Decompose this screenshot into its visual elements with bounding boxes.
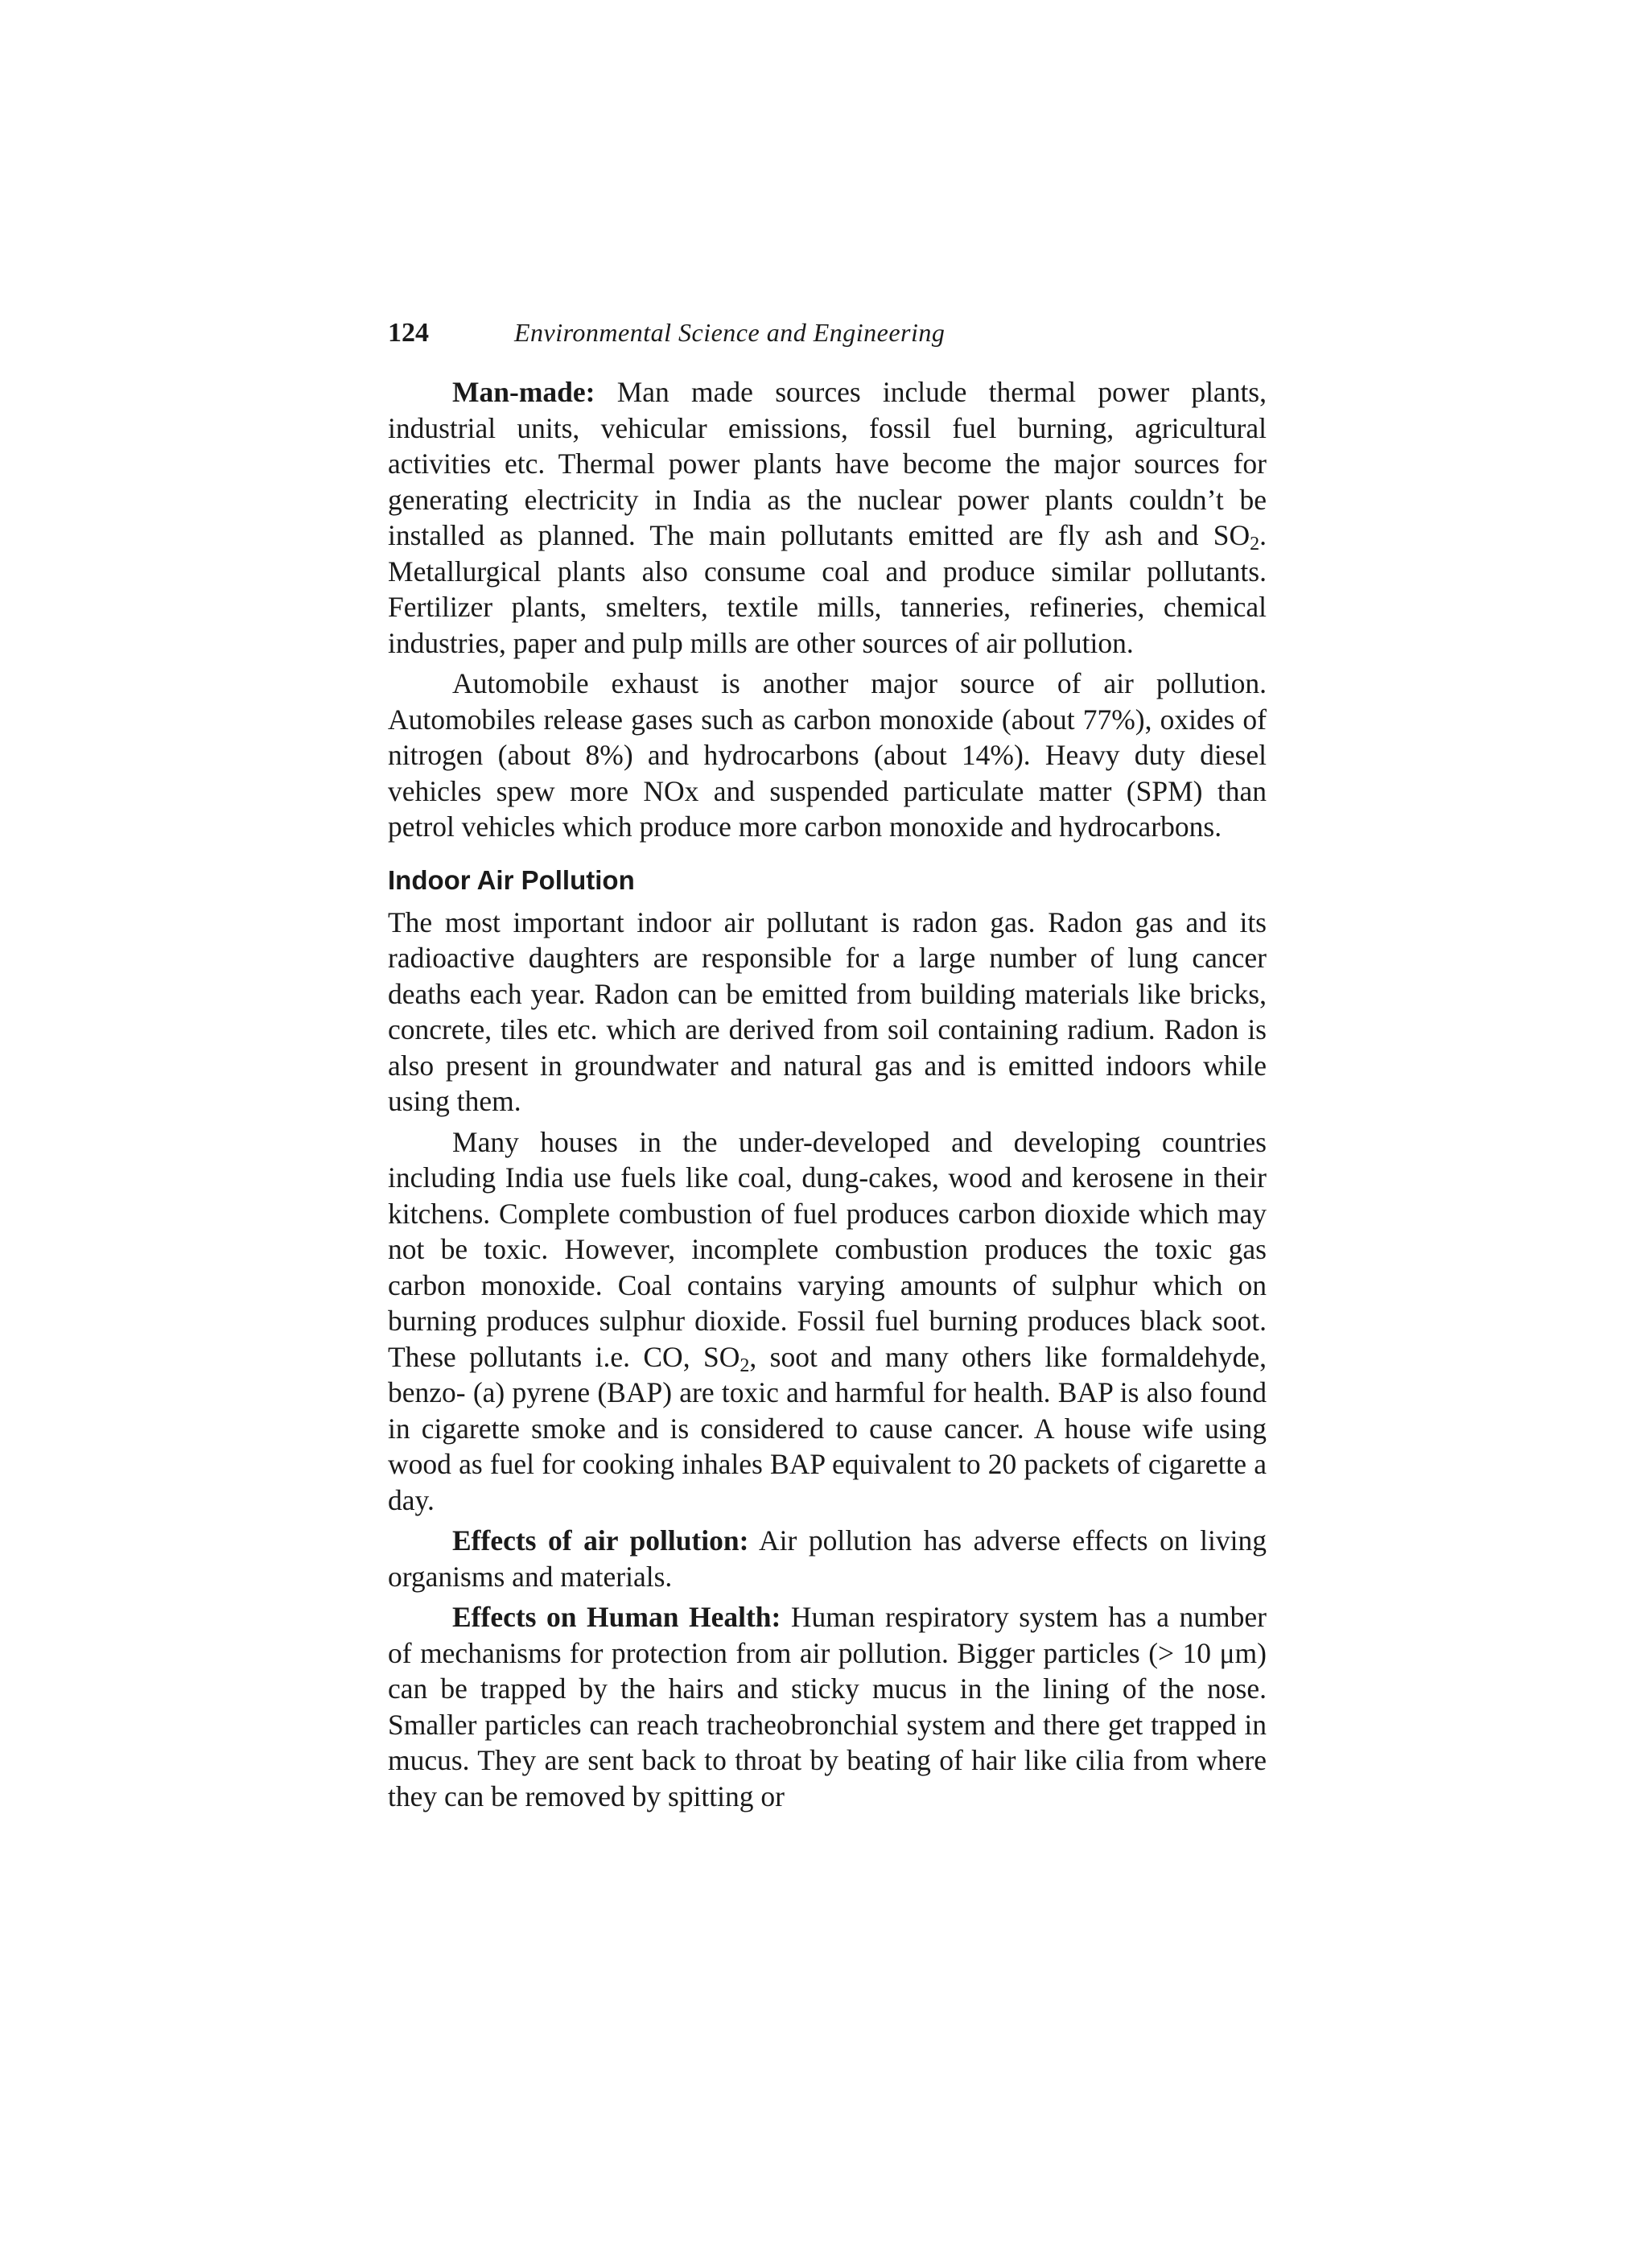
paragraph-houses: [388, 1124, 1267, 1519]
paragraph-effects: [388, 1523, 1267, 1594]
paragraph-radon: The most important indoor air pollutant is radon gas. Radon gas and its radioactive daughters are responsible for a large number of lung cancer deaths each year. Radon can be emitted from building materials like bricks, concrete, tiles etc. which are derived from soil containing radium. Radon is also present in groundwater and natural gas and is emitted indoors while using them.: [388, 905, 1267, 1117]
paragraph-automobile: Automobile exhaust is another major source of air pollution. Automobiles release gases such as carbon monoxide (about 77%), oxides of nitrogen (about 8%) and hydrocarbons (about 14%). Heavy duty diesel vehicles spew more NOx and suspended particulate matter (SPM) than petrol vehicles which produce more carbon monoxide and hydrocarbons.: [388, 667, 1267, 843]
so2-subscript: 2: [1250, 534, 1260, 555]
lead-effects: Effects of air pollution:: [452, 1524, 749, 1557]
book-page: [388, 318, 1267, 1814]
health-text: Human respiratory system has a number of mechanisms for protection from air pollution. Bigger particles (> 10 μm) can be trapped by the hairs and sticky mucus in the lining of the nose. Smaller particles can reach tracheobronchial system and there get trapped in mucus. They are sent back to throat by beating of hair like cilia from where they can be removed by spitting or: [388, 1601, 1267, 1812]
so2-subscript-2: 2: [740, 1355, 750, 1376]
section-heading-indoor-air-pollution: Indoor Air Pollution: [388, 864, 635, 895]
lead-human-health: Effects on Human Health:: [452, 1601, 781, 1633]
book-title: Environmental Science and Engineering: [514, 318, 946, 347]
man-made-text-1: Man made sources include thermal power plants, industrial units, vehicular emissions, fossil fuel burning, agricultural activities etc. Thermal power plants have become the major sources for generating electricity in India as the nuclear power plants couldn’t be installed as planned. The main pollutants emitted are fly ash and SO: [388, 376, 1267, 551]
running-head: [388, 318, 1267, 363]
houses-text-2: , soot and many others like formaldehyde, benzo- (a) pyrene (BAP) are toxic and harmful for health. BAP is also found in cigarette smoke and is considered to cause cancer. A house wife using wood as fuel for cooking inhales BAP equivalent to 20 packets of cigarette a day.: [388, 1340, 1267, 1516]
paragraph-man-made: [388, 374, 1267, 661]
man-made-text-2: . Metallurgical plants also consume coal and produce similar pollutants. Fertilizer plants, smelters, textile mills, tanneries, refineries, chemical industries, paper and pulp mills are other sources of air pollution.: [388, 519, 1267, 659]
page-number: 124: [388, 318, 429, 348]
effects-text: Air pollution has adverse effects on living organisms and materials.: [388, 1524, 1267, 1593]
houses-text-1: Many houses in the under-developed and developing countries including India use fuels like coal, dung-cakes, wood and kerosene in their kitchens. Complete combustion of fuel produces carbon dioxide which may not be toxic. However, incomplete combustion produces the toxic gas carbon monoxide. Coal contains varying amounts of sulphur which on burning produces sulphur dioxide. Fossil fuel burning produces black soot. These pollutants i.e. CO, SO: [388, 1125, 1267, 1373]
lead-man-made: Man-made:: [452, 376, 595, 408]
paragraph-human-health: [388, 1599, 1267, 1814]
